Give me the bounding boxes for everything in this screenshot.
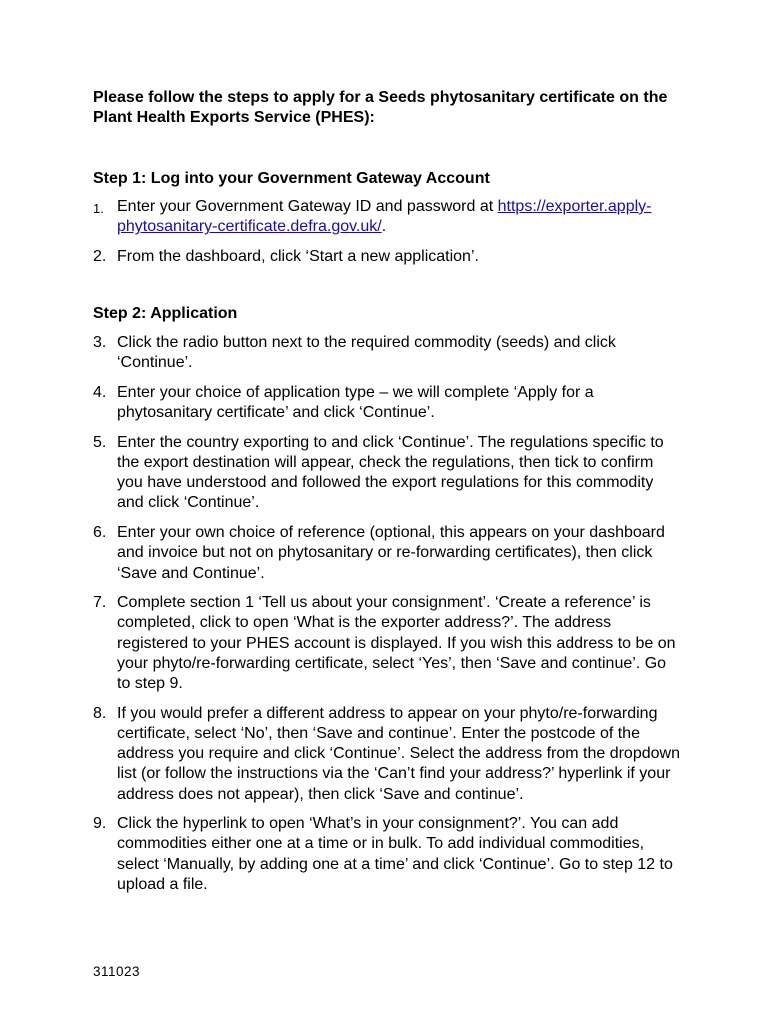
item-text: Click the radio button next to the required commodity (seeds) and click ‘Continue’. xyxy=(117,334,616,372)
step2-list xyxy=(93,333,683,895)
list-item xyxy=(93,523,683,584)
item-text: Enter your choice of application type – we will complete ‘Apply for a phytosanitary certificate’ and click ‘Continue’. xyxy=(117,383,594,422)
item-number: 4. xyxy=(93,383,107,401)
list-item xyxy=(93,197,683,237)
step1-list xyxy=(93,197,683,267)
item-number: 3. xyxy=(93,334,107,351)
item-number: 2. xyxy=(93,247,107,265)
item-number: 1. xyxy=(93,201,104,216)
intro-paragraph: Please follow the steps to apply for a Seeds phytosanitary certificate on the Plant Health Exports Service (PHES): xyxy=(93,89,668,126)
list-item xyxy=(93,433,683,514)
step1-heading: Step 1: Log into your Government Gateway Account xyxy=(93,170,490,187)
item-text: From the dashboard, click ‘Start a new application’. xyxy=(117,247,479,265)
item-number: 6. xyxy=(93,524,107,542)
list-item xyxy=(93,814,683,895)
footer-document-code: 311023 xyxy=(93,964,141,979)
item-text: If you would prefer a different address to appear on your phyto/re-forwarding certificate, select ‘No’, then ‘Save and continue’. Enter the postcode of the address you require and click ‘Continue’. Select the address from the dropdown list (or follow the instructions via the ‘Can’t find your address?’ hyperlink if your address does not appear), then click ‘Save and continue’. xyxy=(117,704,680,803)
item-number: 5. xyxy=(93,433,107,451)
item-text-end: . xyxy=(381,218,387,236)
list-item xyxy=(93,593,683,694)
list-item xyxy=(93,247,683,267)
item-text: Enter your own choice of reference (optional, this appears on your dashboard and invoice but not on phytosanitary or re-forwarding certificates), then click ‘Save and Continue’. xyxy=(117,524,665,582)
item-number: 9. xyxy=(93,815,107,833)
phes-portal-link[interactable]: https://exporter.apply-phytosanitary-certificate.defra.gov.uk/ xyxy=(117,198,652,236)
item-text: Complete section 1 ‘Tell us about your consignment’. ‘Create a reference’ is completed, click to open ‘What is the exporter address?’. The address registered to your PHES account is displayed. If you wish this address to be on your phyto/re-forwarding certificate, select ‘Yes’, then ‘Save and continue’. Go to step 9. xyxy=(117,594,676,693)
list-item xyxy=(93,704,683,805)
item-text: Enter the country exporting to and click ‘Continue’. The regulations specific to the export destination will appear, check the regulations, then tick to confirm you have understood and followed the export regulations for this commodity and click ‘Continue’. xyxy=(117,433,664,512)
item-text: Enter your Government Gateway ID and password at xyxy=(117,198,498,215)
list-item xyxy=(93,333,683,373)
item-number: 8. xyxy=(93,704,107,722)
item-text: Click the hyperlink to open ‘What’s in your consignment?’. You can add commodities either one at a time or in bulk. To add individual commodities, select ‘Manually, by adding one at a time’ and click ‘Continue’. Go to step 12 to upload a file. xyxy=(117,815,673,893)
item-number: 7. xyxy=(93,594,107,612)
list-item xyxy=(93,383,683,423)
step2-heading: Step 2: Application xyxy=(93,305,238,322)
